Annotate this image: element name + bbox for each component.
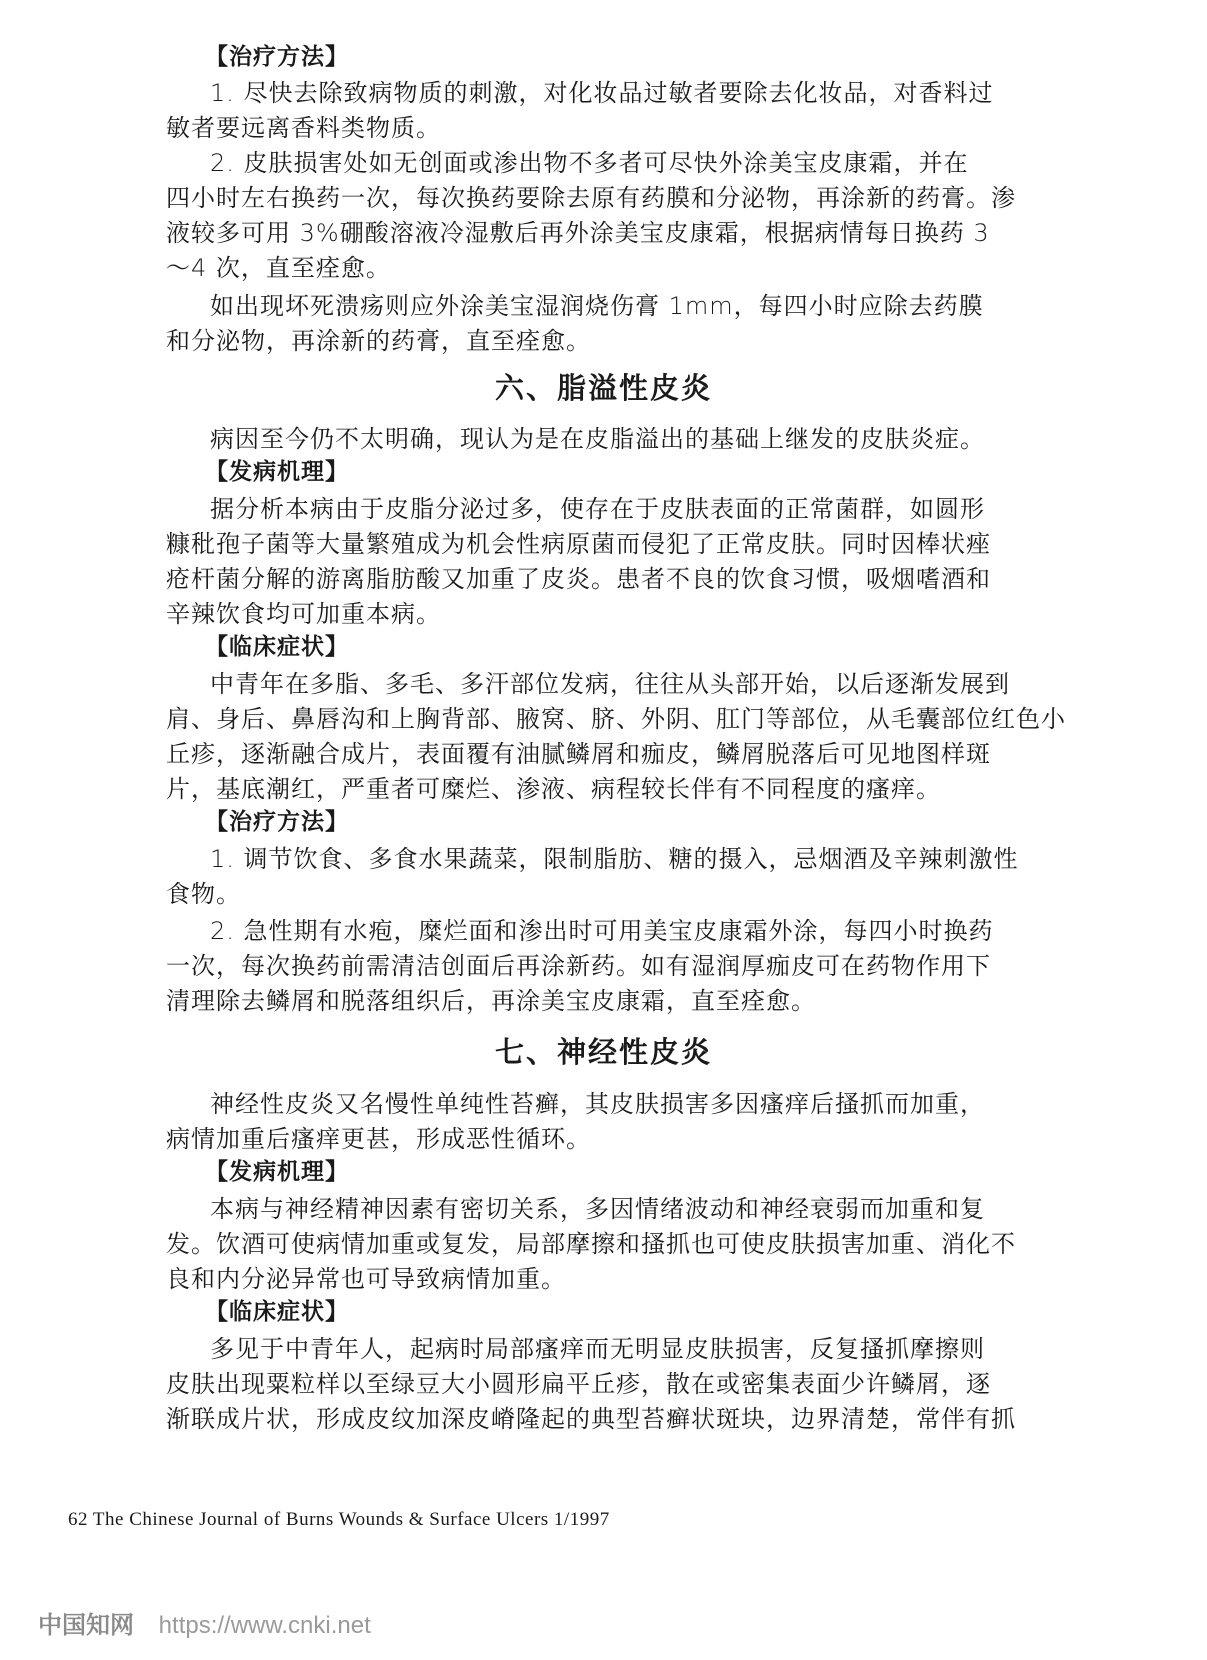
paragraph-line: 辛辣饮食均可加重本病。 bbox=[166, 600, 441, 628]
cnki-url[interactable]: https://www.cnki.net bbox=[158, 1612, 371, 1639]
paragraph-line: 肩、身后、鼻唇沟和上胸背部、腋窝、脐、外阴、肛门等部位，从毛囊部位红色小 bbox=[166, 705, 1066, 733]
paragraph-line: 清理除去鳞屑和脱落组织后，再涂美宝皮康霜，直至痊愈。 bbox=[166, 987, 816, 1015]
paragraph-line: 和分泌物，再涂新的药膏，直至痊愈。 bbox=[166, 327, 591, 355]
paragraph-line: 皮肤出现粟粒样以至绿豆大小圆形扁平丘疹，散在或密集表面少许鳞屑，逐 bbox=[166, 1370, 991, 1398]
paragraph-line: 2. 急性期有水疱，糜烂面和渗出时可用美宝皮康霜外涂，每四小时换药 bbox=[210, 917, 994, 945]
paragraph-line: 良和内分泌异常也可导致病情加重。 bbox=[166, 1265, 566, 1293]
section7-pathogenesis-label: 【发病机理】 bbox=[205, 1159, 349, 1185]
section7-symptoms-label: 【临床症状】 bbox=[205, 1299, 349, 1325]
paragraph-line: 发。饮酒可使病情加重或复发，局部摩擦和搔抓也可使皮肤损害加重、消化不 bbox=[166, 1230, 1016, 1258]
paragraph-line: 病情加重后瘙痒更甚，形成恶性循环。 bbox=[166, 1125, 591, 1153]
section6-pathogenesis-label: 【发病机理】 bbox=[205, 459, 349, 485]
paragraph-line: 疮杆菌分解的游离脂肪酸又加重了皮炎。患者不良的饮食习惯，吸烟嗜酒和 bbox=[166, 565, 991, 593]
paragraph-line: 糠秕孢子菌等大量繁殖成为机会性病原菌而侵犯了正常皮肤。同时因棒状痤 bbox=[166, 530, 991, 558]
paragraph-line: 1. 尽快去除致病物质的刺激，对化妆品过敏者要除去化妆品，对香料过 bbox=[210, 79, 994, 107]
paragraph-line: 据分析本病由于皮脂分泌过多，使存在于皮肤表面的正常菌群，如圆形 bbox=[210, 495, 985, 523]
section6-heading: 六、脂溢性皮炎 bbox=[494, 371, 712, 405]
paragraph-line: 液较多可用 3%硼酸溶液冷湿敷后再外涂美宝皮康霜，根据病情每日换药 3 bbox=[166, 219, 990, 247]
paragraph-line: 多见于中青年人，起病时局部瘙痒而无明显皮肤损害，反复搔抓摩擦则 bbox=[210, 1335, 985, 1363]
paragraph-line: 1. 调节饮食、多食水果蔬菜，限制脂肪、糖的摄入，忌烟酒及辛辣刺激性 bbox=[210, 845, 1019, 873]
paragraph-line: 四小时左右换药一次，每次换药要除去原有药膜和分泌物，再涂新的药膏。渗 bbox=[166, 184, 1016, 212]
paragraph-line: 2. 皮肤损害处如无创面或渗出物不多者可尽快外涂美宝皮康霜，并在 bbox=[210, 149, 969, 177]
page-footer: 62 The Chinese Journal of Burns Wounds & Surface Ulcers 1/1997 bbox=[68, 1509, 610, 1530]
paragraph-line: 丘疹，逐渐融合成片，表面覆有油腻鳞屑和痂皮，鳞屑脱落后可见地图样斑 bbox=[166, 740, 991, 768]
section7-heading: 七、神经性皮炎 bbox=[494, 1035, 712, 1069]
paragraph-line: 神经性皮炎又名慢性单纯性苔癣，其皮肤损害多因瘙痒后搔抓而加重， bbox=[210, 1090, 985, 1118]
paragraph-line: 敏者要远离香料类物质。 bbox=[166, 114, 441, 142]
paragraph-line: 本病与神经精神因素有密切关系，多因情绪波动和神经衰弱而加重和复 bbox=[210, 1195, 985, 1223]
cnki-logo-text: 中国知网 bbox=[38, 1612, 134, 1639]
section6-symptoms-label: 【临床症状】 bbox=[205, 634, 349, 660]
section6-treatment-label: 【治疗方法】 bbox=[205, 809, 349, 835]
paragraph-line: ～4 次，直至痊愈。 bbox=[166, 254, 391, 282]
paragraph-line: 如出现坏死溃疡则应外涂美宝湿润烧伤膏 1mm，每四小时应除去药膜 bbox=[210, 292, 984, 320]
paragraph-line: 渐联成片状，形成皮纹加深皮嵴隆起的典型苔癣状斑块，边界清楚，常伴有抓 bbox=[166, 1405, 1016, 1433]
paragraph-line: 食物。 bbox=[166, 880, 241, 908]
section6-intro: 病因至今仍不太明确，现认为是在皮脂溢出的基础上继发的皮肤炎症。 bbox=[210, 425, 985, 453]
paragraph-line: 一次，每次换药前需清洁创面后再涂新药。如有湿润厚痂皮可在药物作用下 bbox=[166, 952, 991, 980]
section5-treatment-label: 【治疗方法】 bbox=[205, 44, 349, 70]
cnki-watermark bbox=[38, 1605, 371, 1640]
paragraph-line: 片，基底潮红，严重者可糜烂、渗液、病程较长伴有不同程度的瘙痒。 bbox=[166, 775, 941, 803]
paragraph-line: 中青年在多脂、多毛、多汗部位发病，往往从头部开始，以后逐渐发展到 bbox=[210, 670, 1010, 698]
